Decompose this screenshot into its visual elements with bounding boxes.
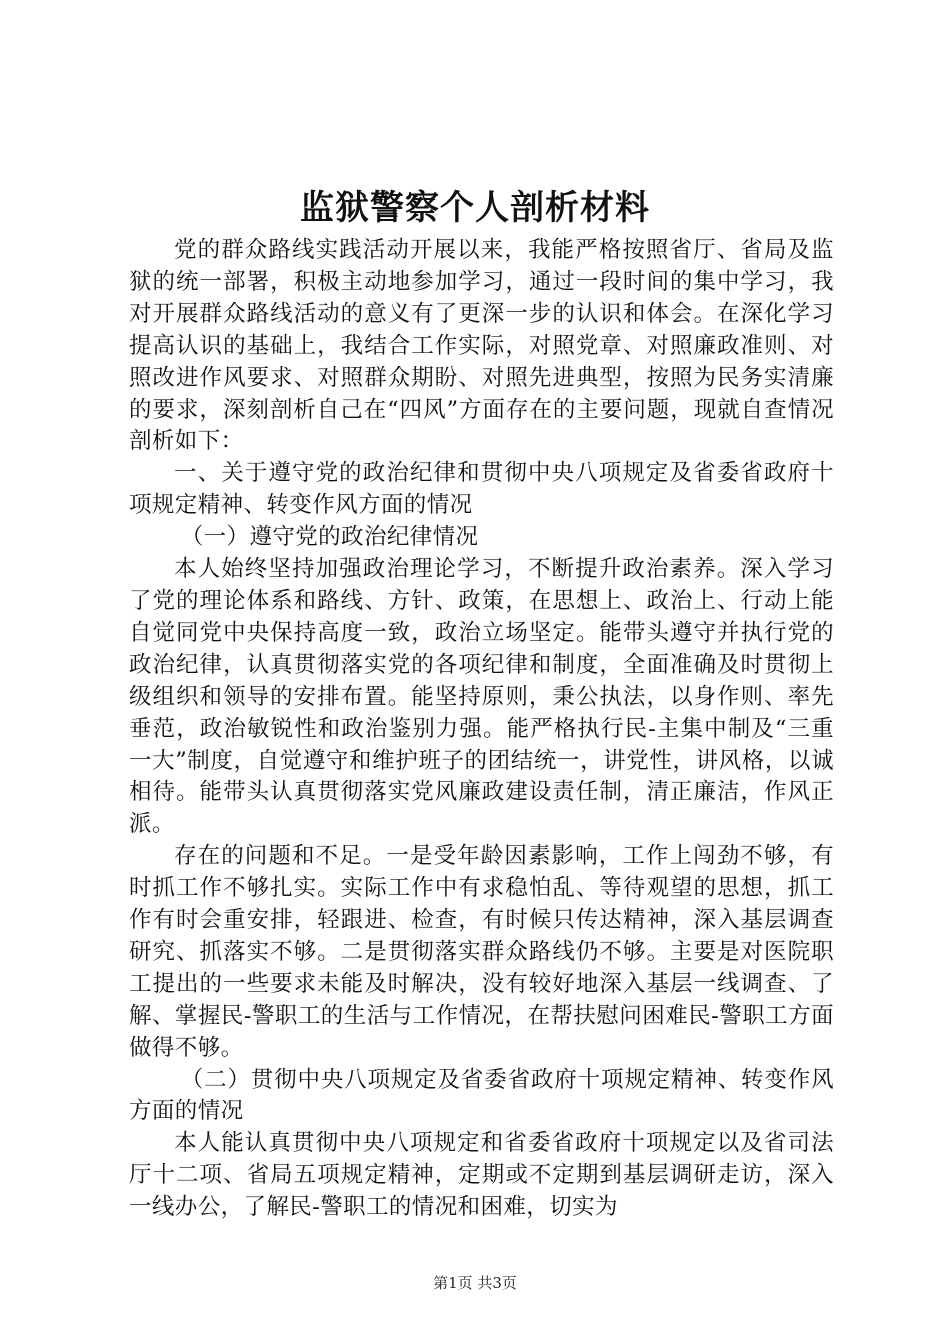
document-title: 监狱警察个人剖析材料 [300, 188, 650, 228]
paragraph-problems: 存在的问题和不足。一是受年龄因素影响，工作上闯劲不够，有时抓工作不够扎实。实际工作中有求稳怕乱、等待观望的思想，抓工作有时会重安排，轻跟进、检查，有时候只传达精神，深入基层调查研究、抓落实不够。二是贯彻落实群众路线仍不够。主要是对医院职工提出的一些要求未能及时解决，没有较好地深入基层一线调查、了解、掌握民-警职工的生活与工作情况，在帮扶慰问困难民-警职工方面做得不够。 [129, 843, 834, 1061]
paragraph-political-discipline: 本人始终坚持加强政治理论学习，不断提升政治素养。深入学习了党的理论体系和路线、方针、政策，在思想上、政治上、行动上能自觉同党中央保持高度一致，政治立场坚定。能带头遵守并执行党的政治纪律，认真贯彻落实党的各项纪律和制度，全面准确及时贯彻上级组织和领导的安排布置。能坚持原则，秉公执法，以身作则、率先垂范，政治敏锐性和政治鉴别力强。能严格执行民-主集中制及“三重一大”制度，自觉遵守和维护班子的团结统一，讲党性，讲风格，以诚相待。能带头认真贯彻落实党风廉政建设责任制，清正廉洁，作风正派。 [129, 556, 834, 838]
document-body [129, 235, 834, 1224]
paragraph-intro: 党的群众路线实践活动开展以来，我能严格按照省厅、省局及监狱的统一部署，积极主动地参加学习，通过一段时间的集中学习，我对开展群众路线活动的意义有了更深一步的认识和体会。在深化学习提高认识的基础上，我结合工作实际，对照党章、对照廉政准则、对照改进作风要求、对照群众期盼、对照先进典型，按照为民务实清廉的要求，深刻剖析自己在“四风”方面存在的主要问题，现就自查情况剖析如下： [129, 237, 834, 455]
subsection-heading-1: （一）遵守党的政治纪律情况 [180, 524, 479, 551]
subsection-heading-2: （二）贯彻中央八项规定及省委省政府十项规定精神、转变作风方面的情况 [129, 1066, 834, 1125]
section-heading-1: 一、关于遵守党的政治纪律和贯彻中央八项规定及省委省政府十项规定精神、转变作风方面的情况 [129, 460, 834, 519]
paragraph-eight-rules: 本人能认真贯彻中央八项规定和省委省政府十项规定以及省司法厅十二项、省局五项规定精神，定期或不定期到基层调研走访，深入一线办公，了解民-警职工的情况和困难，切实为 [129, 1130, 834, 1221]
page-footer: 第1页 共3页 [433, 1274, 517, 1292]
